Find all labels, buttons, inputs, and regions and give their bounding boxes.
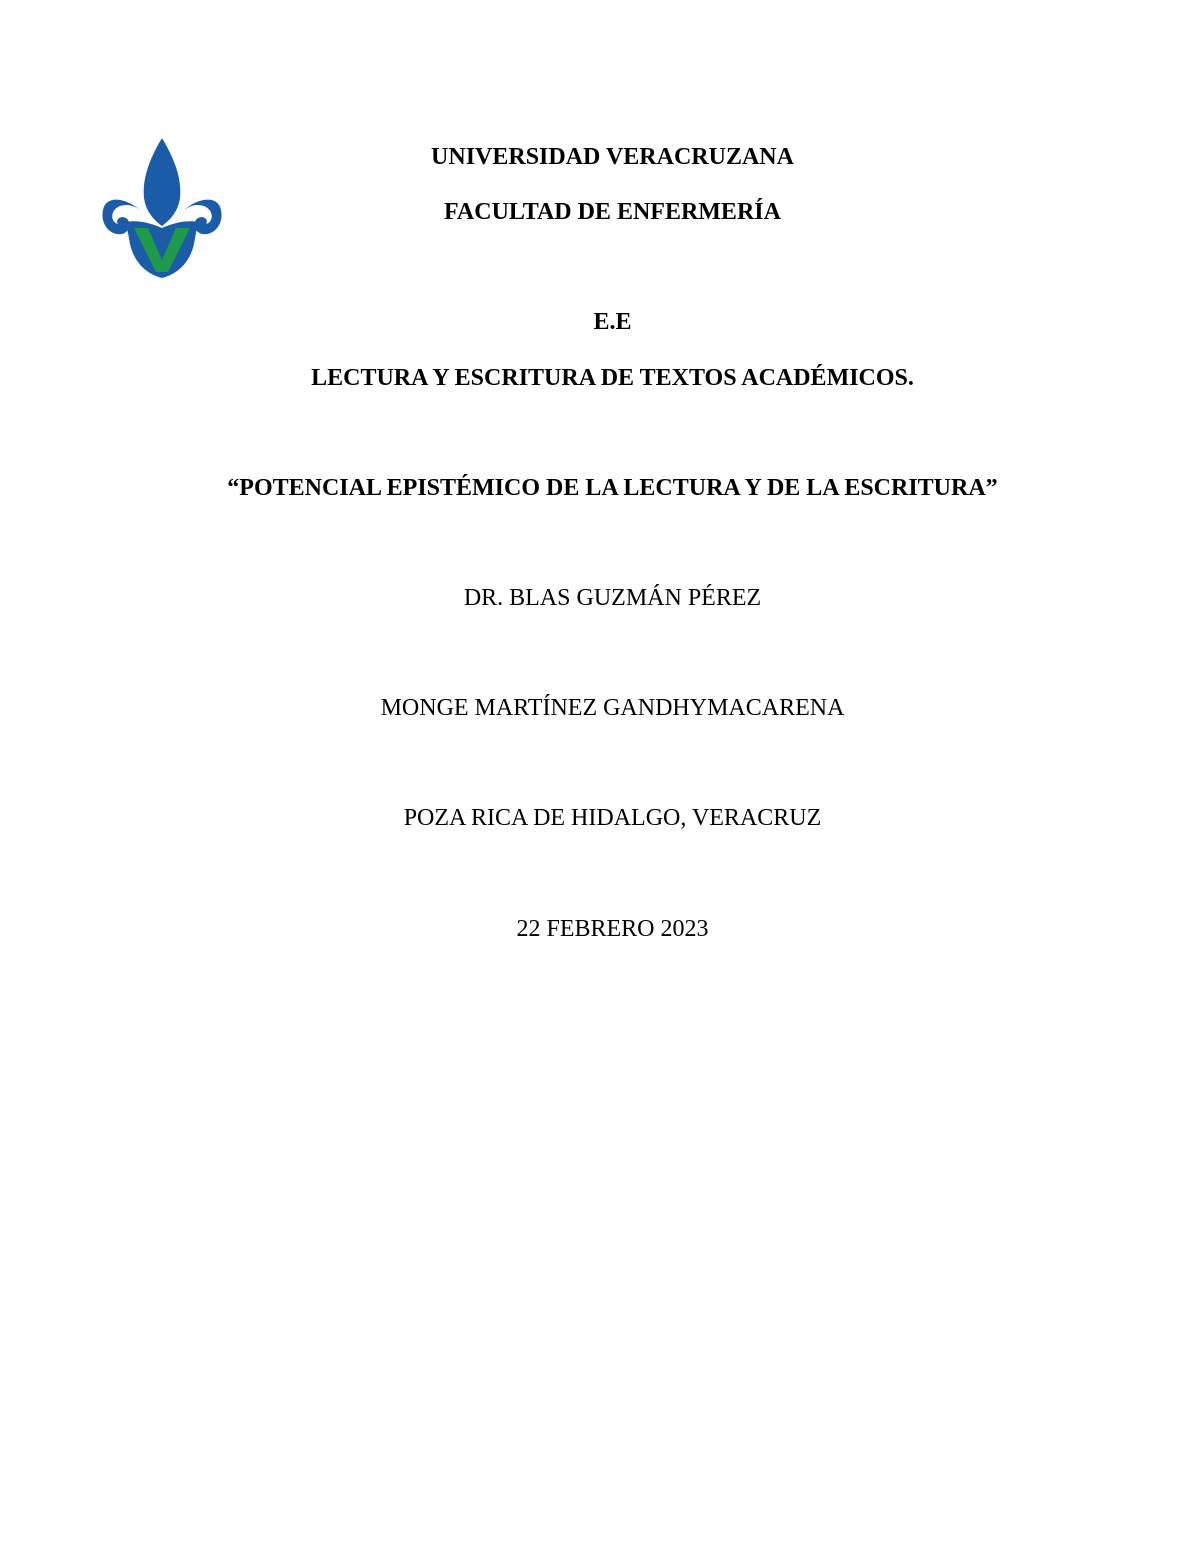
student-name: MONGE MARTÍNEZ GANDHYMACARENA bbox=[380, 695, 845, 721]
date: 22 FEBRERO 2023 bbox=[516, 916, 709, 942]
course-name: LECTURA Y ESCRITURA DE TEXTOS ACADÉMICOS. bbox=[311, 365, 914, 391]
document-title: “POTENCIAL EPISTÉMICO DE LA LECTURA Y DE LA ESCRITURA” bbox=[227, 475, 998, 501]
course-label: E.E bbox=[593, 309, 632, 335]
location: POZA RICA DE HIDALGO, VERACRUZ bbox=[403, 805, 822, 831]
teacher-name: DR. BLAS GUZMÁN PÉREZ bbox=[463, 585, 762, 611]
university-name: UNIVERSIDAD VERACRUZANA bbox=[431, 144, 794, 170]
faculty-name: FACULTAD DE ENFERMERÍA bbox=[444, 199, 781, 225]
